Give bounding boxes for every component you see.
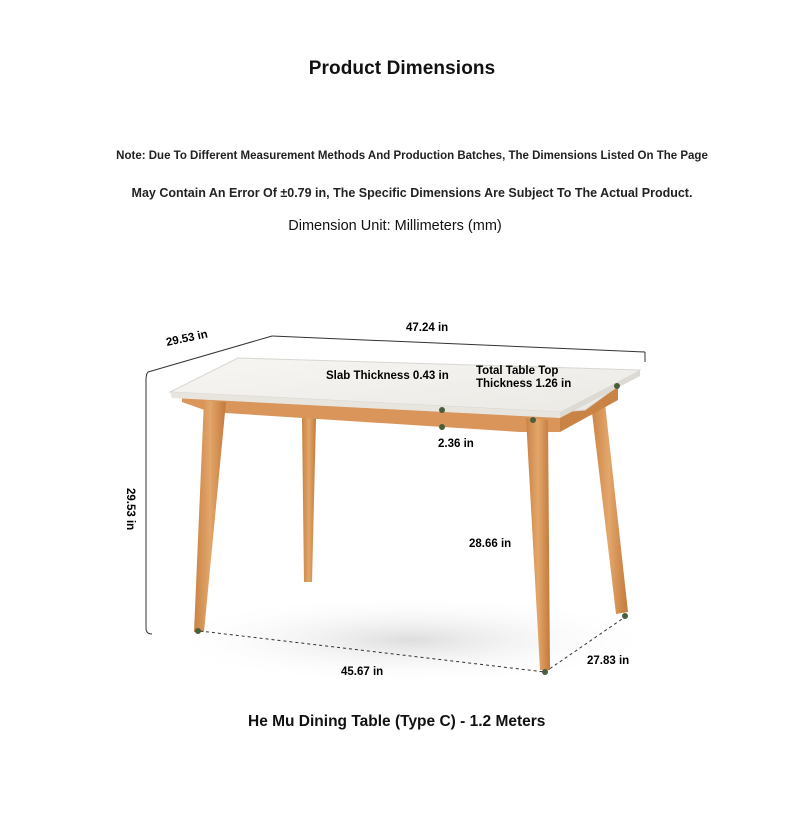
measure-dot (530, 417, 536, 423)
measure-dot (614, 383, 620, 389)
back-right-leg (590, 394, 628, 614)
top-width-label: 47.24 in (406, 322, 449, 334)
base-depth-label: 27.83 in (587, 655, 630, 667)
product-name: He Mu Dining Table (Type C) - 1.2 Meters (248, 713, 546, 730)
overall-height-label: 29.53 in (124, 488, 136, 531)
measurement-note-line-1: Note: Due To Different Measurement Methods And Production Batches, The Dimensions Listed On The Page (116, 150, 708, 162)
slab-thickness-label: Slab Thickness 0.43 in (326, 370, 449, 382)
leg-height-label: 28.66 in (469, 538, 512, 550)
measure-dot (542, 669, 548, 675)
dimension-unit: Dimension Unit: Millimeters (mm) (288, 218, 502, 234)
measure-dot (439, 424, 445, 430)
front-left-leg (194, 400, 226, 632)
overall-height-line (146, 372, 152, 634)
back-left-leg (302, 418, 316, 582)
total-top-thickness-label-line-2: Thickness 1.26 in (476, 378, 572, 390)
measure-dot (439, 407, 445, 413)
top-depth-label: 29.53 in (165, 328, 209, 349)
base-width-label: 45.67 in (341, 666, 384, 678)
total-top-thickness-label-line-1: Total Table Top (476, 365, 559, 377)
measure-dot (622, 613, 628, 619)
top-width-line (272, 336, 645, 352)
page-title: Product Dimensions (308, 58, 496, 79)
apron-height-label: 2.36 in (438, 438, 474, 450)
floor-shadow (160, 595, 660, 685)
measurement-note-line-2: May Contain An Error Of ±0.79 in, The Specific Dimensions Are Subject To The Actual Product. (131, 186, 693, 200)
measure-dot (195, 628, 201, 634)
